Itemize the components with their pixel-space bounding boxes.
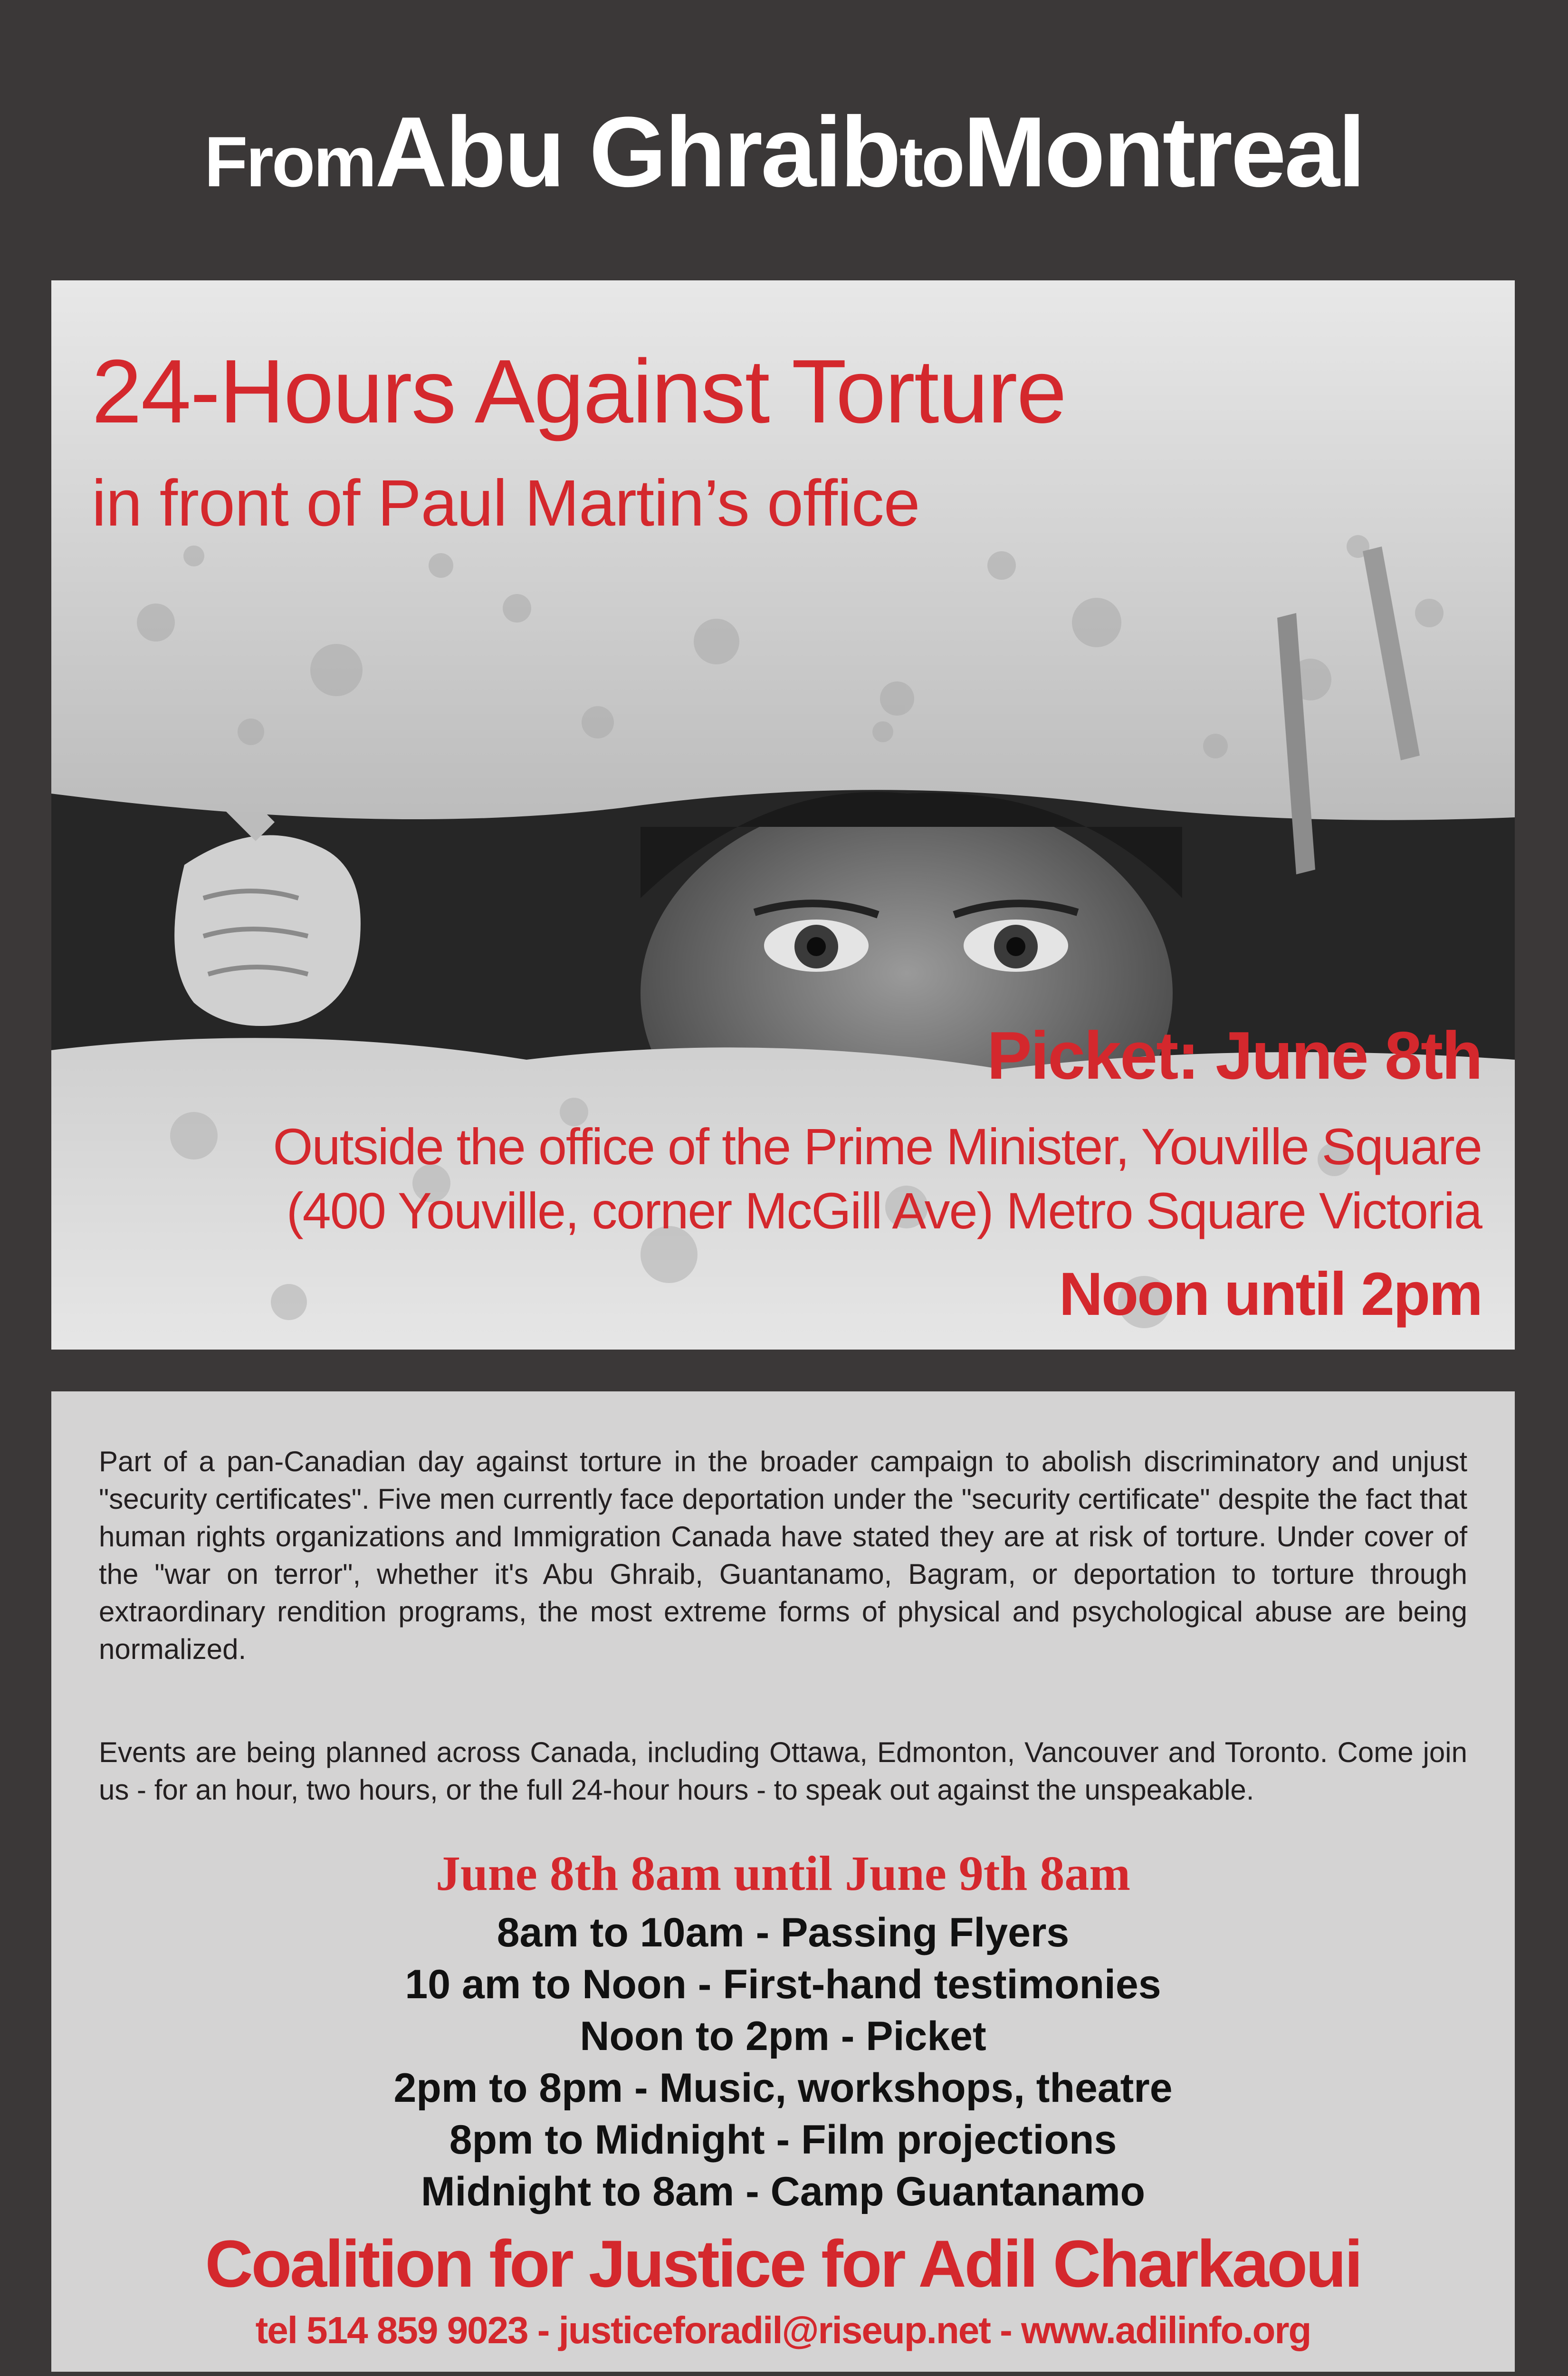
event-subtitle: in front of Paul Martin’s office (92, 467, 920, 540)
schedule-item: 8am to 10am - Passing Flyers (497, 1910, 1070, 1955)
poster-headline (0, 96, 1568, 208)
schedule-item: 2pm to 8pm - Music, workshops, theatre (393, 2065, 1173, 2111)
events-description: Events are being planned across Canada, including Ottawa, Edmonton, Vancouver and Toronto. Come join us - for an hour, two hours, or the full 24-hour hours - to speak out against the unspeakable. (99, 1736, 1467, 1806)
headline-abu-ghraib: Abu Ghraib (375, 96, 899, 208)
schedule-item: 10 am to Noon - First-hand testimonies (405, 1962, 1161, 2007)
schedule-item: Noon to 2pm - Picket (580, 2013, 986, 2059)
schedule-item: 8pm to Midnight - Film projections (449, 2117, 1117, 2163)
schedule-list (51, 1907, 1515, 2218)
headline-from: From (204, 122, 375, 201)
location-line-2: (400 Youville, corner McGill Ave) Metro Square Victoria (286, 1182, 1482, 1239)
headline-to: to (899, 122, 963, 201)
hero-photo (51, 280, 1515, 1350)
schedule-item: Midnight to 8am - Camp Guantanamo (421, 2169, 1146, 2214)
event-title: 24-Hours Against Torture (92, 341, 1066, 442)
headline-montreal: Montreal (963, 96, 1364, 208)
campaign-description: Part of a pan-Canadian day against torture in the broader campaign to abolish discriminatory and unjust "security certificates". Five men currently face deportation under the "security certificate" despite the fact that human rights organizations and Immigration Canada have stated they are at risk of torture. Under cover of the "war on terror", whether it's Abu Ghraib, Guantanamo, Bagram, or deportation to torture through extraordinary rendition programs, the most extreme forms of physical and psychological abuse are being normalized. (99, 1446, 1467, 1665)
info-panel (51, 1391, 1515, 2372)
contact-info: tel 514 859 9023 - justiceforadil@riseup.net - www.adilinfo.org (255, 2309, 1311, 2351)
location-line-1: Outside the office of the Prime Minister, Youville Square (273, 1118, 1482, 1175)
picket-time: Noon until 2pm (1059, 1260, 1482, 1328)
picket-date: Picket: June 8th (987, 1018, 1482, 1093)
schedule-title: June 8th 8am until June 9th 8am (436, 1846, 1130, 1901)
organizer-name: Coalition for Justice for Adil Charkaoui (205, 2226, 1361, 2301)
